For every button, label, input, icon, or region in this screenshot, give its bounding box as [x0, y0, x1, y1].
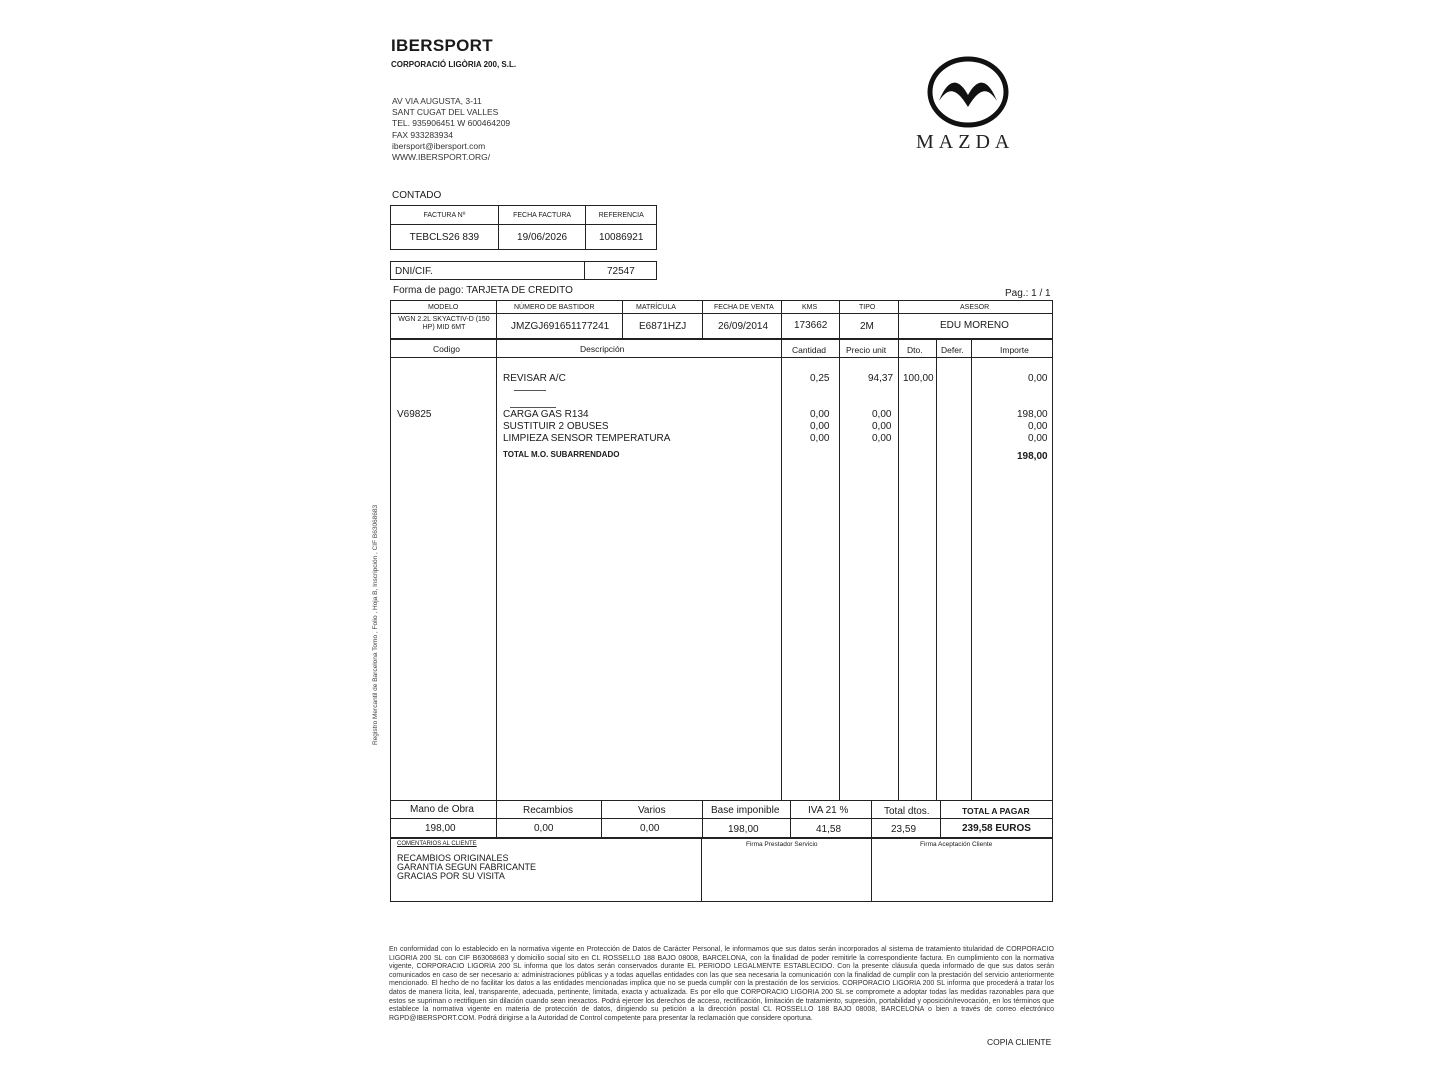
company-address — [392, 96, 510, 163]
col-line — [702, 300, 703, 339]
item-description: LIMPIEZA SENSOR TEMPERATURA — [503, 433, 671, 444]
header-code: Codigo — [433, 344, 460, 354]
comment-line: RECAMBIOS ORIGINALES — [397, 853, 509, 863]
col-line — [940, 800, 941, 838]
col-line — [781, 300, 782, 339]
header-invoice-date: FECHA FACTURA — [498, 206, 586, 225]
brand-wordmark: MAZDA — [916, 131, 1015, 153]
vehicle-plate: E6871HZJ — [639, 321, 687, 332]
signature-client-label: Firma Aceptación Cliente — [920, 841, 993, 848]
vehicle-kms: 173662 — [794, 320, 828, 331]
header-vat: IVA 21 % — [808, 805, 849, 816]
total-discounts: 23,59 — [891, 824, 917, 835]
total-tax-base: 198,00 — [728, 824, 759, 835]
header-plate: MATRÍCULA — [636, 304, 676, 311]
signature-provider-label: Firma Prestador Servicio — [746, 841, 818, 848]
header-tax-base: Base imponible — [711, 805, 780, 816]
website-line: WWW.IBERSPORT.ORG/ — [392, 152, 491, 163]
col-line — [898, 300, 899, 339]
dni-underline — [500, 279, 584, 280]
fax-line: FAX 933283934 — [392, 129, 453, 140]
item-code: V69825 — [397, 409, 432, 420]
header-reference: REFERENCIA — [586, 206, 657, 225]
phone-line: TEL. 935906451 W 600464209 — [392, 118, 511, 129]
item-description: CARGA GAS R134 — [503, 409, 589, 420]
vehicle-model: WGN 2.2L SKYACTIV-D (150 HP) MID 6MT — [398, 316, 490, 331]
dni-label: DNI/CIF. — [395, 266, 433, 277]
total-vat: 41,58 — [816, 824, 842, 835]
header-amount: Importe — [1000, 345, 1029, 355]
item-amount: 0,00 — [1028, 373, 1048, 384]
row-line — [390, 837, 1053, 839]
company-name: IBERSPORT — [391, 36, 493, 55]
header-parts: Recambios — [523, 805, 574, 816]
invoice-number: TEBCLS26 839 — [391, 225, 499, 250]
handwritten-mark — [510, 407, 556, 408]
header-total-to-pay: TOTAL A PAGAR — [962, 806, 1030, 816]
col-line — [496, 339, 497, 800]
company-legal-name: CORPORACIÓ LIGÒRIA 200, S.L. — [391, 60, 517, 69]
comment-line: GARANTIA SEGUN FABRICANTE — [397, 862, 537, 872]
vehicle-sale-date: 26/09/2014 — [718, 321, 769, 332]
header-kms: KMS — [802, 304, 818, 311]
header-model: MODELO — [428, 304, 459, 311]
row-line — [390, 313, 1053, 314]
item-quantity: 0,00 — [810, 409, 830, 420]
total-labour: 198,00 — [425, 823, 456, 834]
item-description: REVISAR A/C — [503, 373, 566, 384]
total-parts: 0,00 — [534, 823, 554, 834]
row-line — [390, 357, 1053, 358]
header-vin: NÚMERO DE BASTIDOR — [514, 304, 595, 311]
item-quantity: 0,00 — [810, 421, 830, 432]
email-line: ibersport@ibersport.com — [392, 140, 486, 151]
registry-side-text: Registro Mercantil de Barcelona Tomo , Folio , Hoja B, Inscripción , CIF B63068683 — [372, 504, 379, 745]
dni-divider — [584, 262, 585, 279]
header-labour: Mano de Obra — [410, 804, 474, 815]
row-line — [390, 800, 1053, 801]
header-sale-date: FECHA DE VENTA — [714, 304, 774, 311]
col-line — [601, 800, 602, 838]
vehicle-vin: JMZGJ691651177241 — [511, 321, 610, 332]
header-invoice-number: FACTURA Nº — [391, 206, 499, 225]
header-description: Descripción — [580, 344, 625, 354]
page-number: Pag.: 1 / 1 — [1005, 288, 1051, 299]
col-line — [622, 300, 623, 339]
comments-title: COMENTARIOS AL CLIENTE — [397, 841, 477, 847]
col-line — [701, 838, 702, 902]
total-to-pay: 239,58 EUROS — [962, 823, 1031, 834]
item-amount: 0,00 — [1028, 421, 1048, 432]
copy-label: COPIA CLIENTE — [987, 1037, 1052, 1047]
invoice-reference: 10086921 — [586, 225, 657, 250]
item-unit-price: 0,00 — [872, 421, 892, 432]
col-line — [871, 838, 872, 902]
col-line — [839, 300, 840, 339]
vehicle-type: 2M — [860, 321, 874, 332]
col-line — [871, 800, 872, 838]
col-line — [781, 339, 782, 800]
payment-method: Forma de pago: TARJETA DE CREDITO — [393, 285, 573, 296]
privacy-notice: En conformidad con lo establecido en la normativa vigente en Protección de Datos de Carácter Personal, le informamos que sus datos serán incorporados al sistema de tratamiento titularidad de CORPORACIO LIGORIA 200 SL con CIF B63068683 y domicilio social sito en CL ROSSELLO 188 BAJO 08008, BARCELONA, con la finalidad de poder remitirle la correspondiente factura. En cumplimiento con la normativa vigente, CORPORACIO LIGORIA 200 SL informa que los datos serán conservados durante EL PERIODO LEGALMENTE ESTABLECIDO. Con la presente cláusula queda informado de que sus datos serán comunicados en caso de ser necesario a: administraciones públicas y a todas aquellas entidades con las que sea necesaria la comunicación con la finalidad de cumplir con la prestación del servicio anteriormente mencionado. El hecho de no facilitar los datos a las entidades mencionadas implica que no se pueda cumplir con la prestación de los servicios. CORPORACIO LIGORIA 200 SL informa que procederá a tratar los datos de manera lícita, leal, transparente, adecuada, pertinente, limitada, exacta y actualizada. Es por ello que CORPORACIO LIGORIA 200 SL se compromete a adoptar todas las medidas razonables para que estos se supriman o rectifiquen sin dilación cuando sean inexactos. Podrá ejercer los derechos de acceso, rectificación, limitación de tratamiento, supresión, portabilidad y oposición/revocación, en los términos que establece la normativa vigente en materia de protección de datos, dirigiendo su petición a la dirección postal CL ROSSELLO 188 BAJO 08008, BARCELONA o bien a través de correo electrónico RGPD@IBERSPORT.COM. Podrá dirigirse a la Autoridad de Control competente para presentar la reclamación que considere oportuna. — [389, 946, 1054, 1022]
item-amount: 198,00 — [1017, 409, 1048, 420]
item-quantity: 0,00 — [810, 433, 830, 444]
invoice-info-table — [390, 205, 657, 250]
total-mo-label: TOTAL M.O. SUBARRENDADO — [503, 450, 620, 459]
dni-value: 72547 — [607, 266, 635, 277]
item-discount: 100,00 — [903, 373, 934, 384]
comment-line: GRACIAS POR SU VISITA — [397, 871, 505, 881]
item-unit-price: 0,00 — [872, 409, 892, 420]
item-unit-price: 94,37 — [868, 373, 894, 384]
vehicle-advisor: EDU MORENO — [940, 320, 1009, 331]
mazda-logo-icon — [915, 55, 1021, 131]
item-unit-price: 0,00 — [872, 433, 892, 444]
col-line — [839, 339, 840, 800]
header-advisor: ASESOR — [960, 304, 990, 311]
col-line — [971, 339, 972, 800]
address-line: SANT CUGAT DEL VALLES — [392, 107, 499, 118]
col-line — [496, 800, 497, 838]
item-amount: 0,00 — [1028, 433, 1048, 444]
header-total-discounts: Total dtos. — [884, 806, 930, 817]
header-quantity: Cantidad — [792, 345, 827, 355]
col-line — [936, 339, 937, 800]
header-type: TIPO — [859, 304, 876, 311]
header-deferred: Defer. — [941, 345, 964, 355]
header-unit-price: Precio unit — [846, 345, 887, 355]
handwritten-mark — [514, 390, 546, 391]
address-line: AV VIA AUGUSTA, 3-11 — [392, 96, 482, 106]
item-description: SUSTITUIR 2 OBUSES — [503, 421, 609, 432]
header-discount: Dto. — [907, 345, 923, 355]
total-mo-value: 198,00 — [1017, 451, 1048, 462]
total-misc: 0,00 — [640, 823, 660, 834]
col-line — [496, 300, 497, 339]
header-misc: Varios — [638, 805, 666, 816]
col-line — [702, 800, 703, 838]
item-quantity: 0,25 — [810, 373, 830, 384]
invoice-main-table — [390, 300, 1053, 902]
dni-box — [390, 261, 657, 280]
payment-type: CONTADO — [392, 190, 442, 201]
row-line — [390, 338, 1053, 340]
col-line — [898, 339, 899, 800]
invoice-date: 19/06/2026 — [498, 225, 586, 250]
col-line — [790, 800, 791, 838]
row-line — [390, 818, 1053, 819]
